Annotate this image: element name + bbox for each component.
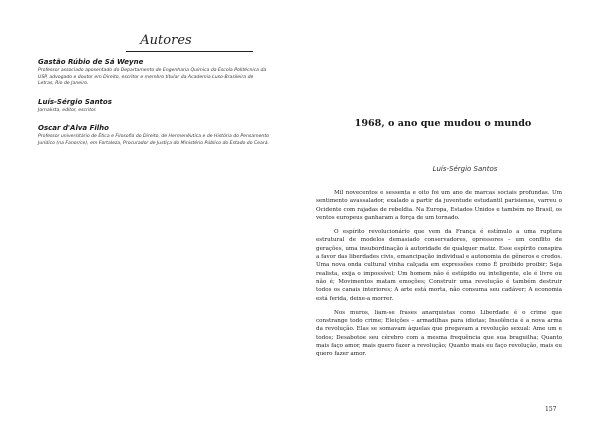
autores-heading: Autores bbox=[140, 33, 192, 48]
author-name: Oscar d'Alva Filho bbox=[38, 124, 109, 133]
left-page bbox=[38, 33, 270, 148]
author-entry bbox=[38, 124, 270, 147]
author-name: Gastão Rúbio de Sá Weyne bbox=[38, 58, 144, 66]
author-name: Luís-Sérgio Santos bbox=[38, 97, 112, 106]
author-entry bbox=[38, 58, 270, 88]
article-paragraph: Mil novecentos e sessenta e oito foi um ano de marcas sociais profundas. Um sentimento avassalador, exalado a partir da juventude estudantil parisiense, varreu o Ocidente com rajadas de rebeldia. Na Europa, Estados Unidos e também no Brasil, os ventos europeus ganharam a força de um tornado. bbox=[316, 190, 562, 221]
article-title: 1968, o ano que mudou o mundo bbox=[354, 118, 532, 129]
author-description: Jornalista, editor, escritor. bbox=[38, 107, 97, 113]
article-paragraph: O espírito revolucionário que vem da França é estímulo a uma ruptura estrutural de modelos demasiado conservadores, opressores – um conflito de gerações, uma insubordinação à autoridade de qualquer matiz. Esse espírito conspira a favor das liberdades civis, emancipação individual e autonomia de gêneros e credos. Uma nova onda cultural vinha calçada em expressões como É proibido proibir; Seja realista, exija o impossível; Um homem não é estúpido ou inteligente, ele é livre ou não é; Movimentos matam emoções; Construir uma revolução é também destruir todos os canais interiores; A arte está morta, não consuma seu cadáver; A economia está ferida, deixe-a morrer. bbox=[316, 229, 562, 302]
article-byline: Luís-Sérgio Santos bbox=[432, 165, 498, 173]
author-description: Professor associado aposentado do Departamento de Engenharia Química da Escola Politécnica da USP, advogado e doutor em Direito, escritor e membro titular da Academia Luso-Brasileira de Letras, Rio de Janeiro. bbox=[38, 68, 267, 87]
heading-underline bbox=[126, 51, 253, 52]
article-paragraph: Nos muros, liam-se frases anarquistas como Liberdade é o crime que constrange todo crime; Eleições – armadilhas para idiotas; Insolência é a nova arma da revolução. Elas se somavam àquelas que pregavam a revolução sexual: Ame um e todos; Desabotoe seu cérebro com a mesma frequência que sua braguilha; Quanto mais faço amor, mais quero fazer a revolução; Quanto mais eu faço revolução, mais eu quero fazer amor. bbox=[316, 309, 562, 358]
right-page bbox=[316, 118, 562, 359]
author-description: Professor universitário de Ética e Filosofia do Direito, de Hermenêutica e de História do Pensamento Jurídico (na Fanor/ce), em Fortaleza, Procurador de Justiça do Ministério Público do Estado do Ceará. bbox=[38, 134, 269, 146]
author-entry bbox=[38, 98, 270, 115]
page-number: 157 bbox=[545, 406, 557, 413]
